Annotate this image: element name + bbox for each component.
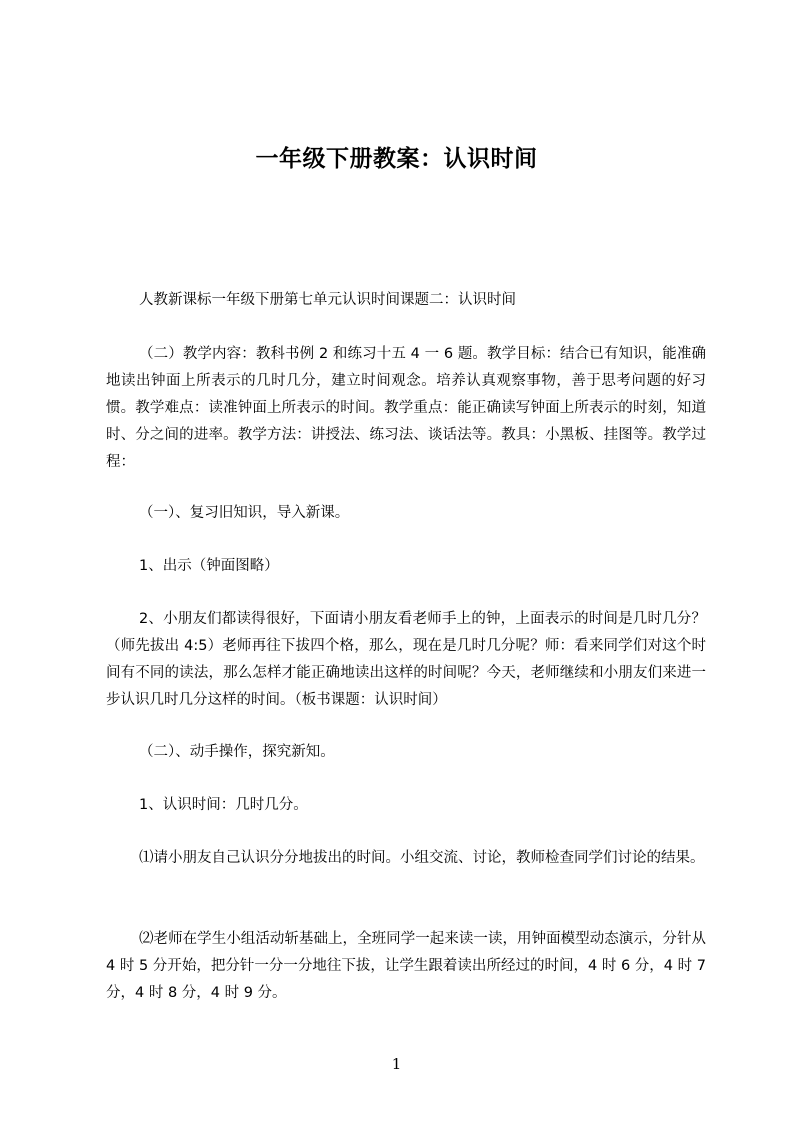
document-title: 一年级下册教案：认识时间 [255, 146, 538, 172]
paragraph-intro-activity: 2、小朋友们都读得很好，下面请小朋友看老师手上的钟，上面表示的时间是几时几分？（师先拔出 4:5）老师再往下拔四个格，那么，现在是几时几分呢？师：看来同学们对这个时间有不同的读法，那么怎样才能正确地读出这样的时间呢？今天，老师继续和小朋友们来进一步认识几时几分这样的时间。（板书课题：认识时间） [106, 611, 706, 708]
paragraph-course-heading: 人教新课标一年级下册第七单元认识时间课题二：认识时间 [139, 292, 516, 308]
paragraph-teaching-content: （二）教学内容：教科书例 2 和练习十五 4 一 6 题。教学目标：结合已有知识，能准确地读出钟面上所表示的几时几分，建立时间观念。培养认真观察事物，善于思考问题的好习惯。教学难点：读准钟面上所表示的时间。教学重点：能正确读写钟面上所表示的时刻，知道时、分之间的进率。教学方法：讲授法、练习法、谈话法等。教具：小黑板、挂图等。教学过程： [106, 346, 706, 470]
paragraph-review-section: （一）、复习旧知识，导入新课。 [139, 505, 350, 521]
paragraph-step-one: ⑴请小朋友自己认识分分地拔出的时间。小组交流、讨论，教师检查同学们讨论的结果。 [139, 850, 705, 866]
paragraph-recognize-time: 1、认识时间：几时几分。 [139, 797, 308, 813]
page-number: 1 [391, 1055, 402, 1073]
paragraph-show-clock: 1、出示（钟面图略） [139, 558, 279, 574]
paragraph-step-two: ⑵老师在学生小组活动斩基础上，全班同学一起来读一读，用钟面模型动态演示，分针从 4 时 5 分开始，把分针一分一分地往下拔，让学生跟着读出所经过的时间，4 时 6 分，4 时 7 分，4 时 8 分，4 时 9 分。 [106, 931, 706, 1001]
paragraph-hands-on-section: （二）、动手操作，探究新知。 [139, 744, 335, 760]
